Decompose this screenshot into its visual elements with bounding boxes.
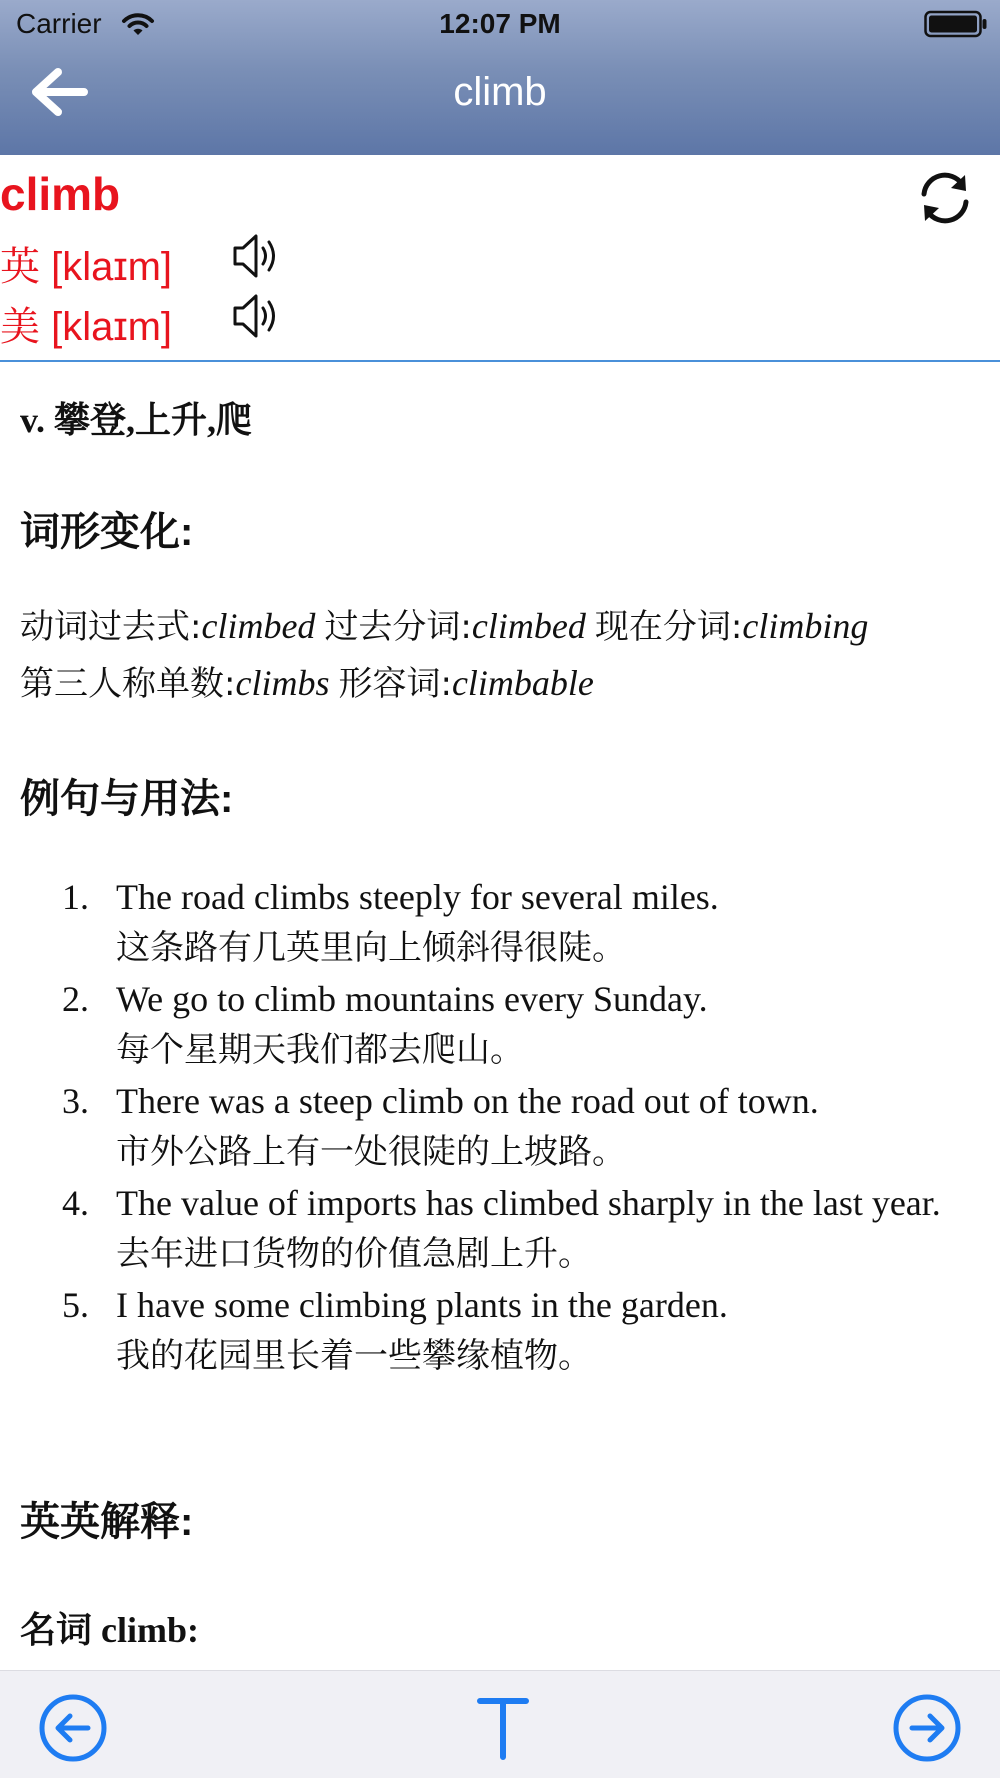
uk-pronunciation: 英 [klaɪm] (0, 245, 173, 289)
speaker-icon[interactable] (232, 231, 284, 281)
bottom-toolbar (0, 1670, 1000, 1778)
us-pronunciation: 美 [klaɪm] (0, 305, 173, 349)
headword: climb (0, 168, 121, 220)
example-number: 3. (62, 1081, 89, 1121)
form-label: 现在分词: (594, 607, 743, 647)
example-chinese: 我的花园里长着一些攀缘植物。 (116, 1336, 592, 1376)
form-value: climbed (201, 606, 316, 646)
form-label: 形容词: (338, 664, 452, 704)
list-item (20, 1178, 980, 1280)
example-number: 5. (62, 1285, 89, 1325)
form-label: 动词过去式: (20, 607, 202, 647)
form-value: climbs (235, 663, 330, 703)
refresh-icon[interactable] (916, 169, 974, 227)
example-english: I have some climbing plants in the garden. (116, 1285, 728, 1325)
form-label: 第三人称单数: (20, 664, 236, 704)
example-english: The road climbs steeply for several miles. (116, 877, 719, 917)
list-item (20, 1280, 980, 1382)
forms-heading: 词形变化: (20, 510, 194, 554)
definition-summary: v. 攀登,上升,爬 (20, 400, 253, 440)
word-header (0, 155, 1000, 362)
example-chinese: 每个星期天我们都去爬山。 (116, 1030, 524, 1070)
form-value: climbed (471, 606, 586, 646)
examples-list (20, 872, 980, 1382)
list-item (20, 872, 980, 974)
status-time: 12:07 PM (439, 8, 561, 39)
circle-arrow-left-icon[interactable] (38, 1693, 108, 1763)
example-chinese: 市外公路上有一处很陡的上坡路。 (116, 1132, 626, 1172)
form-label: 过去分词: (324, 607, 472, 647)
nav-title: climb (453, 70, 547, 114)
example-english: The value of imports has climbed sharply in the last year. (116, 1183, 941, 1223)
example-number: 2. (62, 979, 89, 1019)
noun-section-label: 名词 climb: (20, 1610, 199, 1650)
text-size-icon[interactable] (468, 1693, 538, 1763)
word-forms (20, 598, 990, 712)
definition-content (0, 362, 1000, 1670)
form-value: climbable (451, 663, 594, 703)
circle-arrow-right-icon[interactable] (892, 1693, 962, 1763)
status-carrier: Carrier (16, 8, 102, 39)
list-item (20, 1076, 980, 1178)
navigation-header (0, 0, 1000, 155)
example-number: 4. (62, 1183, 89, 1223)
form-value: climbing (742, 606, 869, 646)
list-item (20, 974, 980, 1076)
example-chinese: 去年进口货物的价值急剧上升。 (116, 1234, 592, 1274)
battery-icon (924, 10, 988, 38)
english-english-heading: 英英解释: (20, 1500, 194, 1544)
example-chinese: 这条路有几英里向上倾斜得很陡。 (116, 928, 626, 968)
examples-heading: 例句与用法: (20, 777, 234, 821)
example-english: There was a steep climb on the road out of town. (116, 1081, 819, 1121)
speaker-icon[interactable] (232, 291, 284, 341)
example-number: 1. (62, 877, 89, 917)
example-english: We go to climb mountains every Sunday. (116, 979, 708, 1019)
